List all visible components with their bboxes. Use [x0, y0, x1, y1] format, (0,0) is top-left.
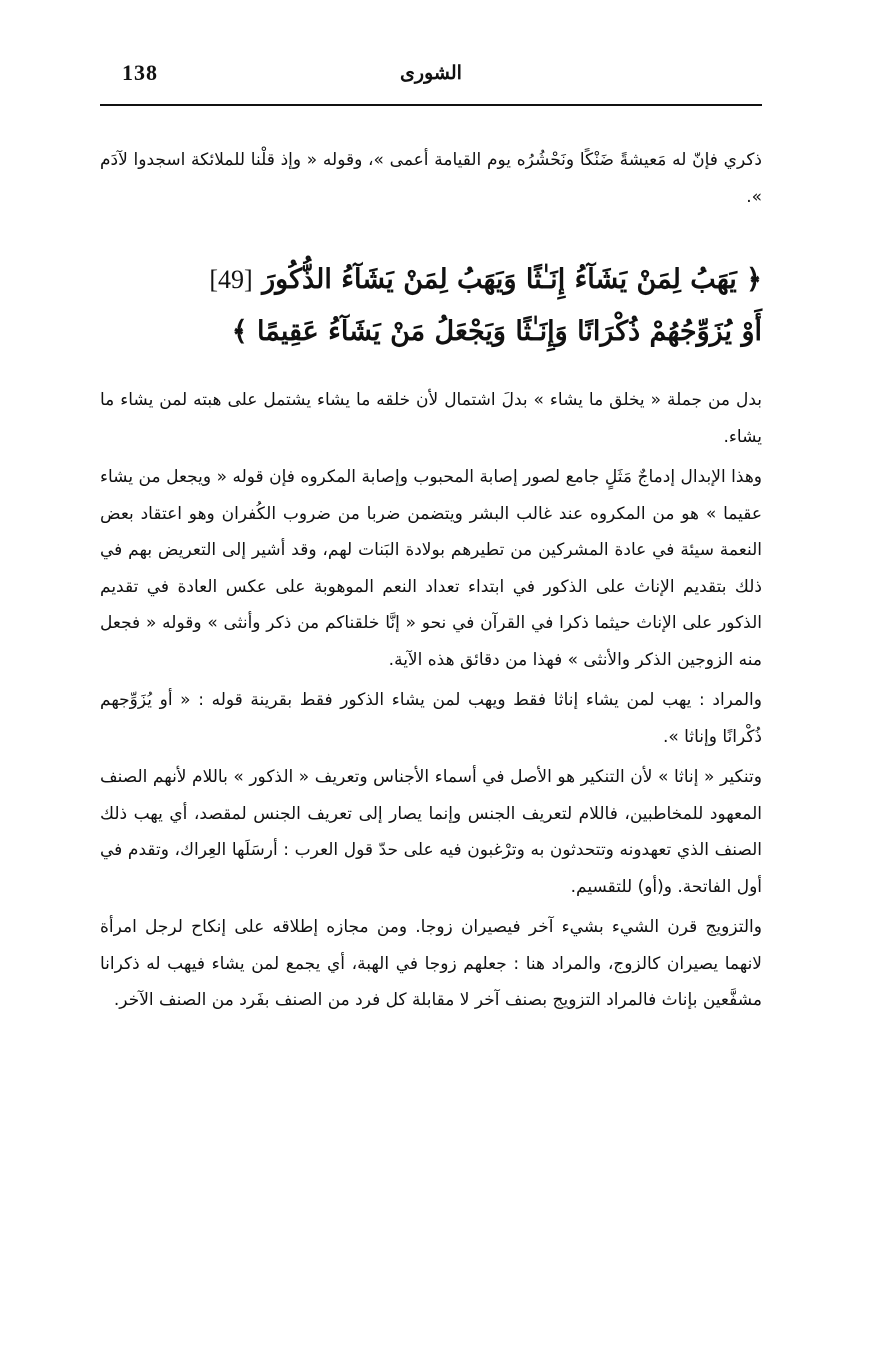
paragraph-2: وهذا الإبدال إدماجٌ مَثَلٍ جامع لصور إصابة المحبوب وإصابة المكروه فإن قوله « ويجعل من يشاء عقيما » هو من المكروه عند غالب البشر ويتضمن ضربا من ضروب الكُفران وهو اعتقاد بعض النعمة سيئة في عادة المشركين من تطيرهم بولادة البَنات لهم، وقد أشير إلى التعريض بهم في ذلك بتقديم الإناث على الذكور في ابتداء تعداد النعم الموهوبة على عكس العادة في تقديم الذكور على الإناث حيثما ذكرا في القرآن في نحو « إنَّا خلقناكم من ذكر وأنثى » وقوله « فجعل منه الزوجين الذكر والأنثى » فهذا من دقائق هذه الآية.	[100, 467, 762, 670]
intro-paragraph	[100, 142, 762, 215]
intro-line-1: ذكري فإنّ له مَعيشةً ضَنْكًا ونَحْشُرُه يوم القيامة أعمى »، وقوله « وإذ قلْنا	[250, 150, 762, 170]
paragraph-1: بدل من جملة « يخلق ما يشاء » بدلَ اشتمال لأن خلقه ما يشاء يشتمل على هبته لمن يشاء ما يشاء.	[100, 390, 762, 447]
header-rule	[100, 104, 762, 106]
book-page	[100, 0, 762, 1367]
paragraph-3: والمراد : يهب لمن يشاء إناثا فقط ويهب لمن يشاء الذكور فقط بقرينة قوله : « أو يُزَوِّجهم ذُكْرانًا وإناثا ».	[100, 690, 762, 747]
commentary	[100, 382, 762, 1019]
intro-text	[100, 142, 762, 215]
running-title: الشورى	[400, 62, 462, 84]
verse-number: [49]	[209, 265, 253, 294]
paragraph-4: وتنكير « إناثا » لأن التنكير هو الأصل في أسماء الأجناس وتعريف « الذكور » باللام لأنهم الصنف المعهود للمخاطبين، فاللام لتعريف الجنس وإنما يصار إلى تعريف الجنس لمقصد، أي يهب ذلك الصنف الذي تعهدونه وتتحدثون به وترْغبون فيه على حدّ قول العرب : أرسَلَها العِراك، وتقدم في أول الفاتحة. و(أو) للتقسيم.	[100, 767, 762, 897]
verse-line-2: أَوْ يُزَوِّجُهُمْ ذُكْرَانًا وَإِنَـٰثًا وَيَجْعَلُ مَنْ يَشَآءُ عَقِيمًا ﴾	[231, 316, 762, 347]
quran-verse	[100, 254, 762, 358]
intro-line-2: للملائكة اسجدوا لآدَم ».	[100, 150, 762, 207]
verse-text-1: ﴿ يَهَبُ لِمَنْ يَشَآءُ إِنَـٰثًا وَيَهَبُ لِمَنْ يَشَآءُ الذُّكُورَ	[262, 264, 762, 295]
page-header	[100, 58, 762, 96]
paragraph-5: والتزويج قرن الشيء بشيء آخر فيصيران زوجا. ومن مجازه إطلاقه على إنكاح لرجل امرأة لانهما يصيران كالزوج، والمراد هنا : جعلهم زوجا في الهبة، أي يجمع لمن يشاء فيهب له ذكرانا مشفَّعين بإناث فالمراد التزويج بصنف آخر لا مقابلة كل فرد من الصنف بفَرد من الصنف الآخر.	[100, 917, 762, 1010]
verse-line-1	[100, 254, 762, 306]
page-number: 138	[122, 60, 158, 85]
